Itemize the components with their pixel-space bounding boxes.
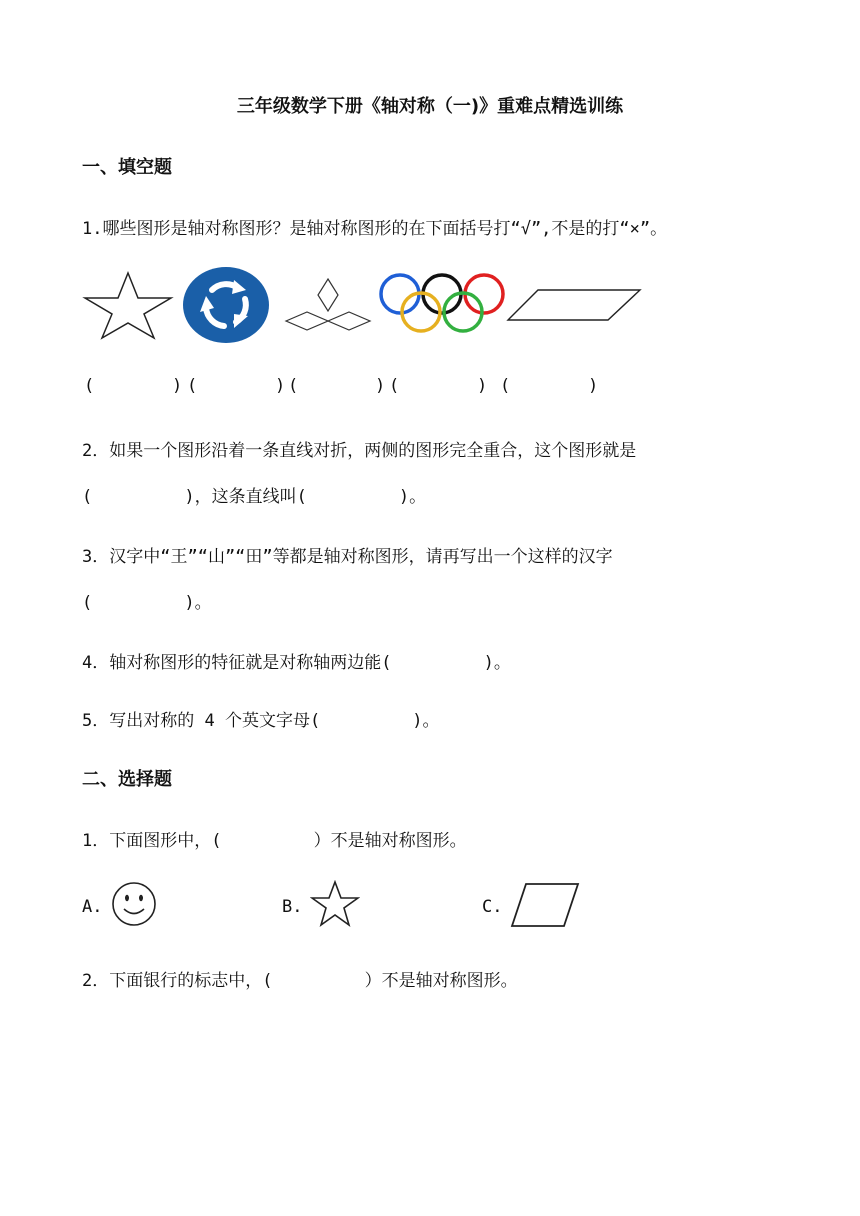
answer-blank-4-close: ): [477, 376, 488, 396]
choice-question-1-text: 1．下面图形中，( ）不是轴对称图形。: [82, 831, 467, 851]
answer-blank-3-open: (: [288, 376, 299, 396]
section-heading-multiple-choice: 二、选择题: [82, 769, 172, 790]
kite-diamonds-icon: [284, 276, 372, 332]
answer-blank-5-close: ): [588, 376, 599, 396]
answer-blank-1-open: (: [84, 376, 95, 396]
roundabout-sign-icon: [182, 266, 270, 344]
question-2-line-2: ( )，这条直线叫( )。: [82, 487, 427, 507]
question-3-line-1: 3．汉字中“王”“山”“田”等都是轴对称图形，请再写出一个这样的汉字: [82, 547, 613, 567]
smiley-face-icon: [110, 880, 158, 928]
section-heading-fill-blank: 一、填空题: [82, 157, 172, 178]
star-icon: [82, 270, 174, 340]
option-c-label: C.: [482, 897, 503, 917]
star-outline-icon: [310, 880, 360, 928]
answer-blank-5-open: (: [500, 376, 511, 396]
question-1-text: 1.哪些图形是轴对称图形？是轴对称图形的在下面括号打“√”,不是的打“×”。: [82, 219, 668, 239]
question-4-text: 4．轴对称图形的特征就是对称轴两边能( )。: [82, 653, 511, 673]
answer-blank-2-close: ): [275, 376, 286, 396]
answer-blank-1-close: ): [172, 376, 183, 396]
option-a-label: A.: [82, 897, 103, 917]
question-5-text: 5．写出对称的 4 个英文字母( )。: [82, 711, 440, 731]
page-title: 三年级数学下册《轴对称（一)》重难点精选训练: [236, 96, 624, 117]
parallelogram-option-icon: [510, 882, 580, 928]
option-b-label: B.: [282, 897, 303, 917]
parallelogram-icon: [506, 286, 642, 324]
question-2-line-1: 2．如果一个图形沿着一条直线对折，两侧的图形完全重合，这个图形就是: [82, 441, 637, 461]
question-3-line-2: ( )。: [82, 593, 212, 613]
answer-blank-4-open: (: [389, 376, 400, 396]
answer-blank-2-open: (: [187, 376, 198, 396]
choice-question-2-text: 2．下面银行的标志中，( ）不是轴对称图形。: [82, 971, 518, 991]
answer-blank-3-close: ): [375, 376, 386, 396]
olympic-rings-icon: [378, 272, 506, 336]
